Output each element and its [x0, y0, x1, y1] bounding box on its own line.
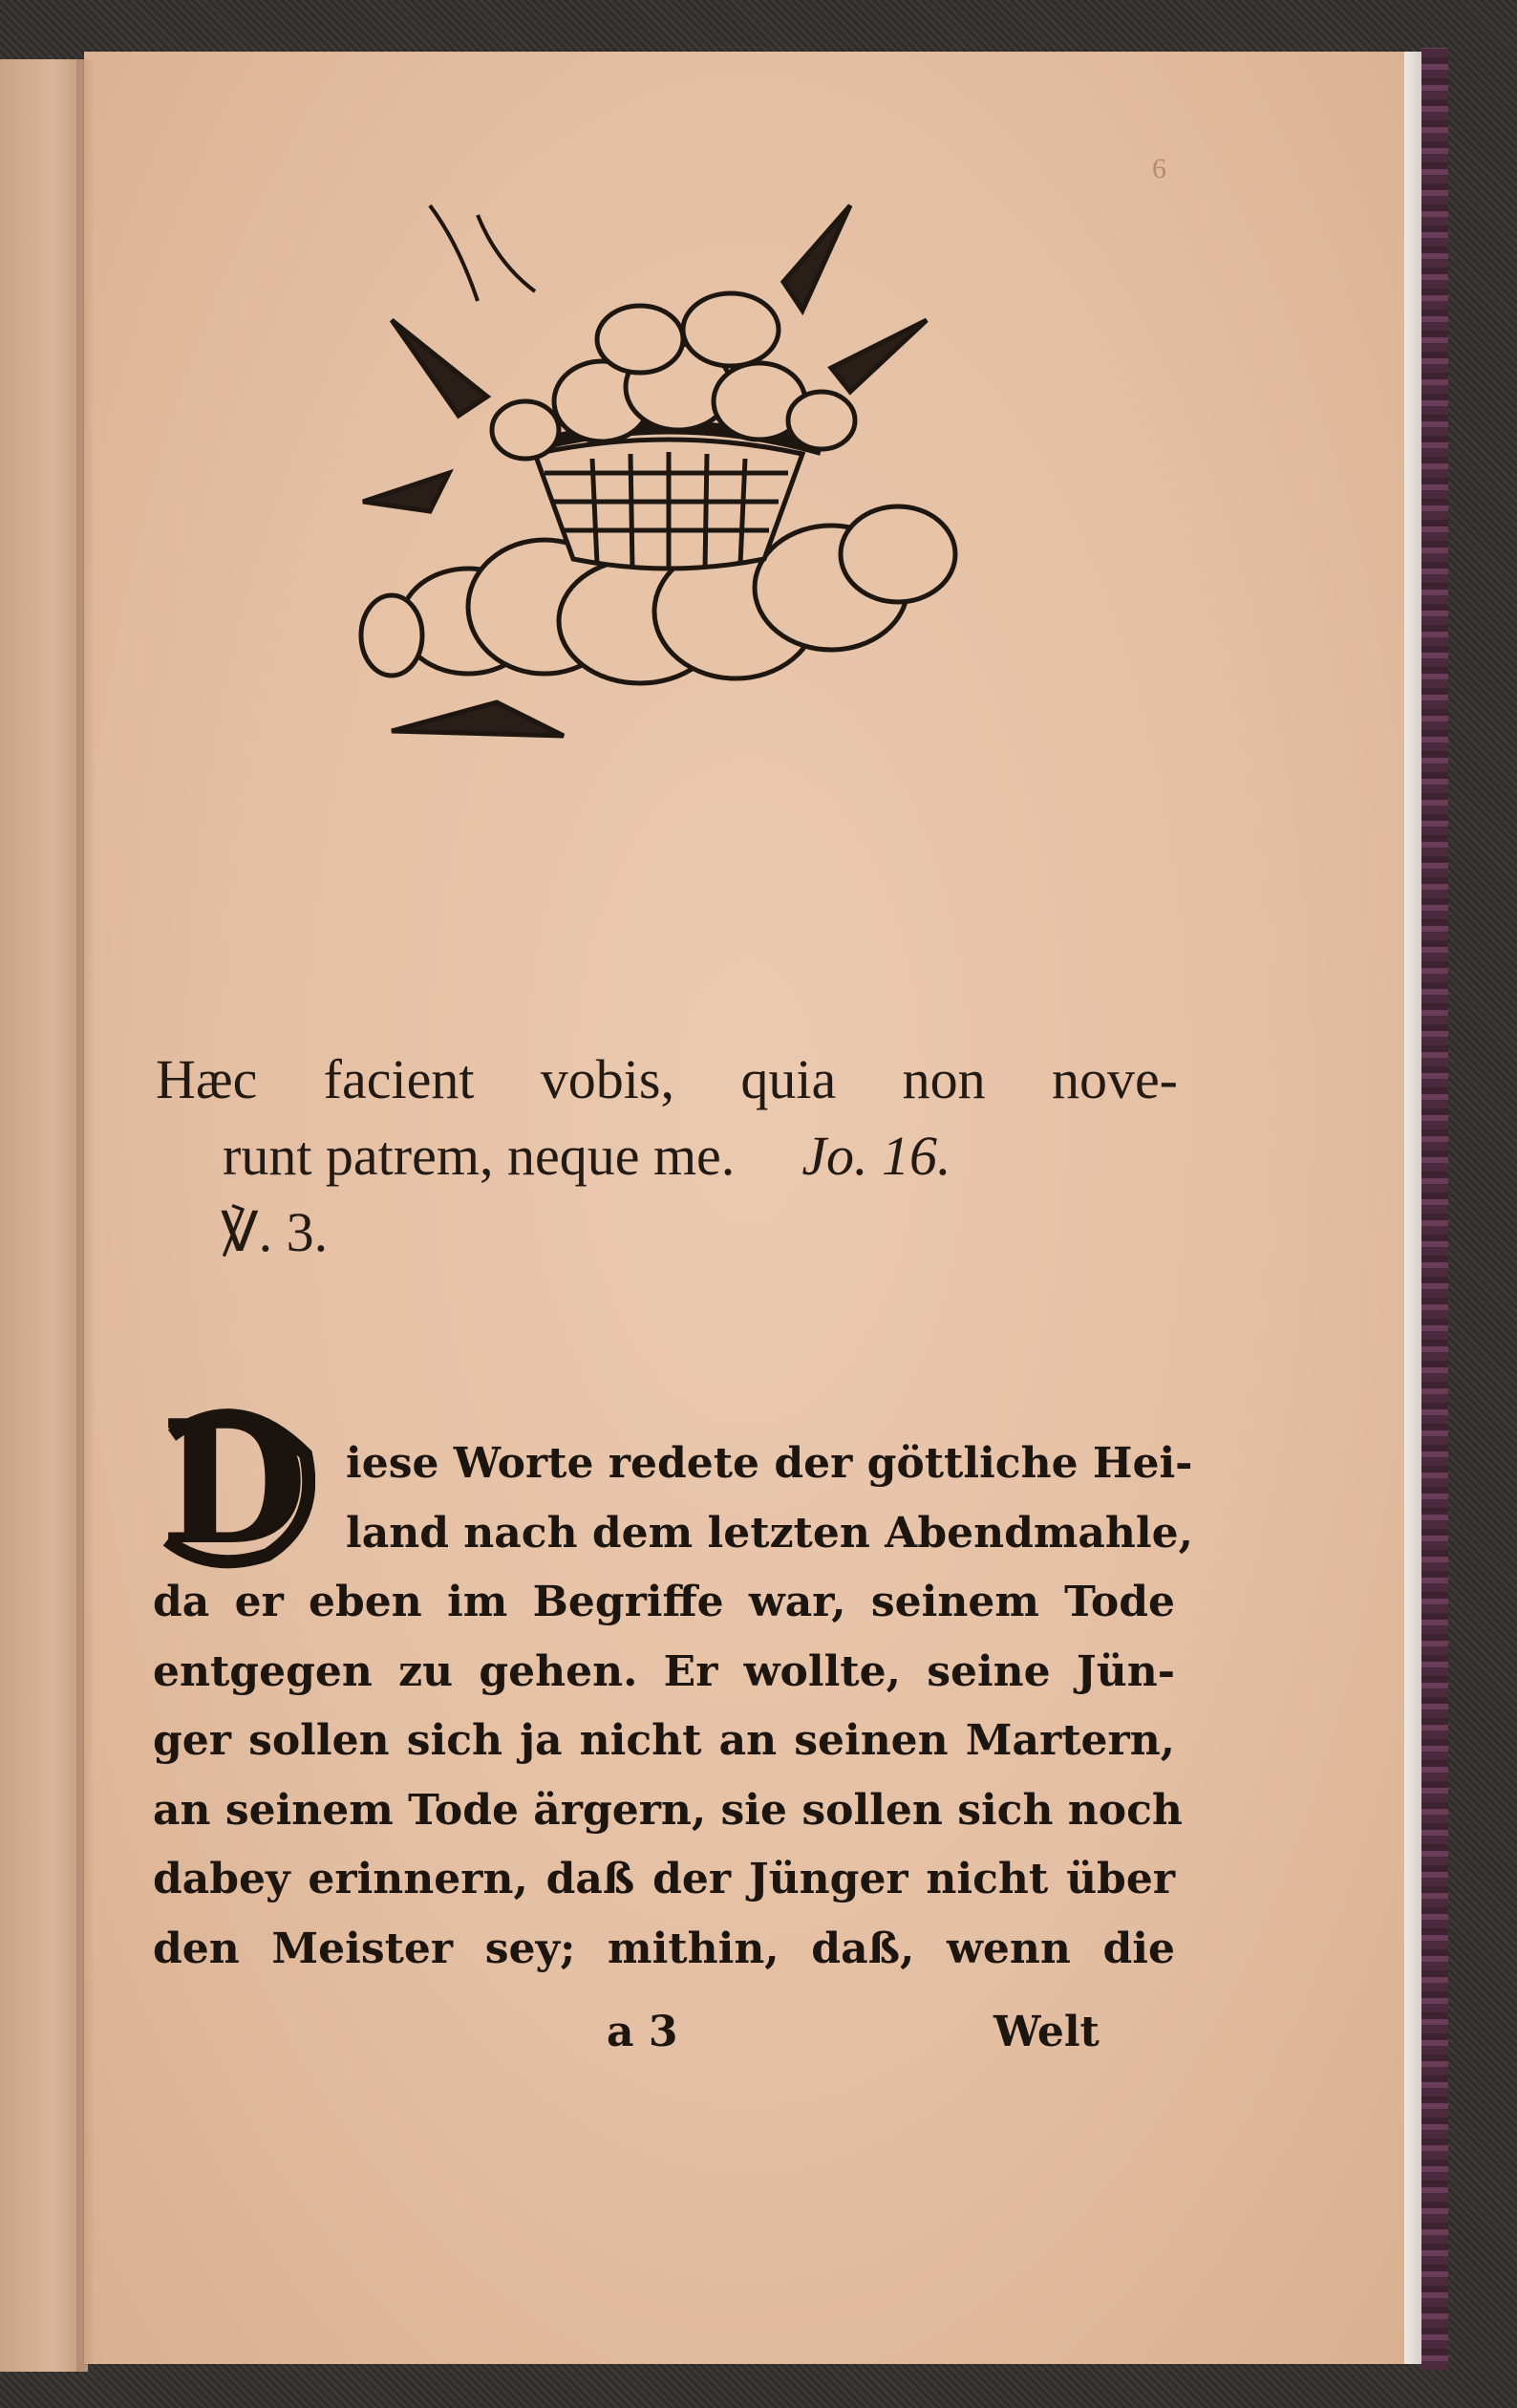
- epigraph-line-2: [156, 1118, 1178, 1194]
- signature-mark: a 3: [607, 2008, 678, 2056]
- book-cover-edge: [1421, 48, 1448, 2370]
- scripture-reference: Jo. 16.: [801, 1125, 951, 1187]
- page-number: 6: [1152, 153, 1166, 184]
- catchword: Welt: [994, 2008, 1100, 2056]
- body-line: iese Worte redete der göttliche Hei-: [346, 1439, 1193, 1488]
- page-stack-edge: [1404, 52, 1421, 2364]
- facing-page-edge: [0, 59, 88, 2372]
- body-line: dabey erinnern, daß der Jünger nicht über: [153, 1855, 1175, 1903]
- body-line: an seinem Tode ärgern, sie sollen sich noch: [153, 1785, 1183, 1835]
- body-line: da er eben im Begriffe war, seinem Tode: [153, 1578, 1175, 1626]
- epigraph-line-3: ℣. 3.: [221, 1201, 329, 1263]
- fruit-basket-vignette: [353, 186, 984, 741]
- epigraph-line-1: Hæc facient vobis, quia non nove-: [156, 1048, 1178, 1110]
- body-line: ger sollen sich ja nicht an seinen Martern,: [153, 1716, 1175, 1765]
- latin-epigraph: [156, 1042, 1178, 1271]
- page-gutter: [76, 59, 96, 2372]
- body-line: land nach dem letzten Abendmahle,: [346, 1508, 1193, 1558]
- body-text: [153, 1430, 1193, 1984]
- page-footer: [592, 2008, 1185, 2075]
- body-line: den Meister sey; mithin, daß, wenn die: [153, 1924, 1175, 1973]
- epigraph-line-2-text: runt patrem, neque me.: [223, 1125, 736, 1187]
- initial-letter: D: [160, 1383, 309, 1582]
- body-line: entgegen zu gehen. Er wollte, seine Jün-: [153, 1646, 1175, 1696]
